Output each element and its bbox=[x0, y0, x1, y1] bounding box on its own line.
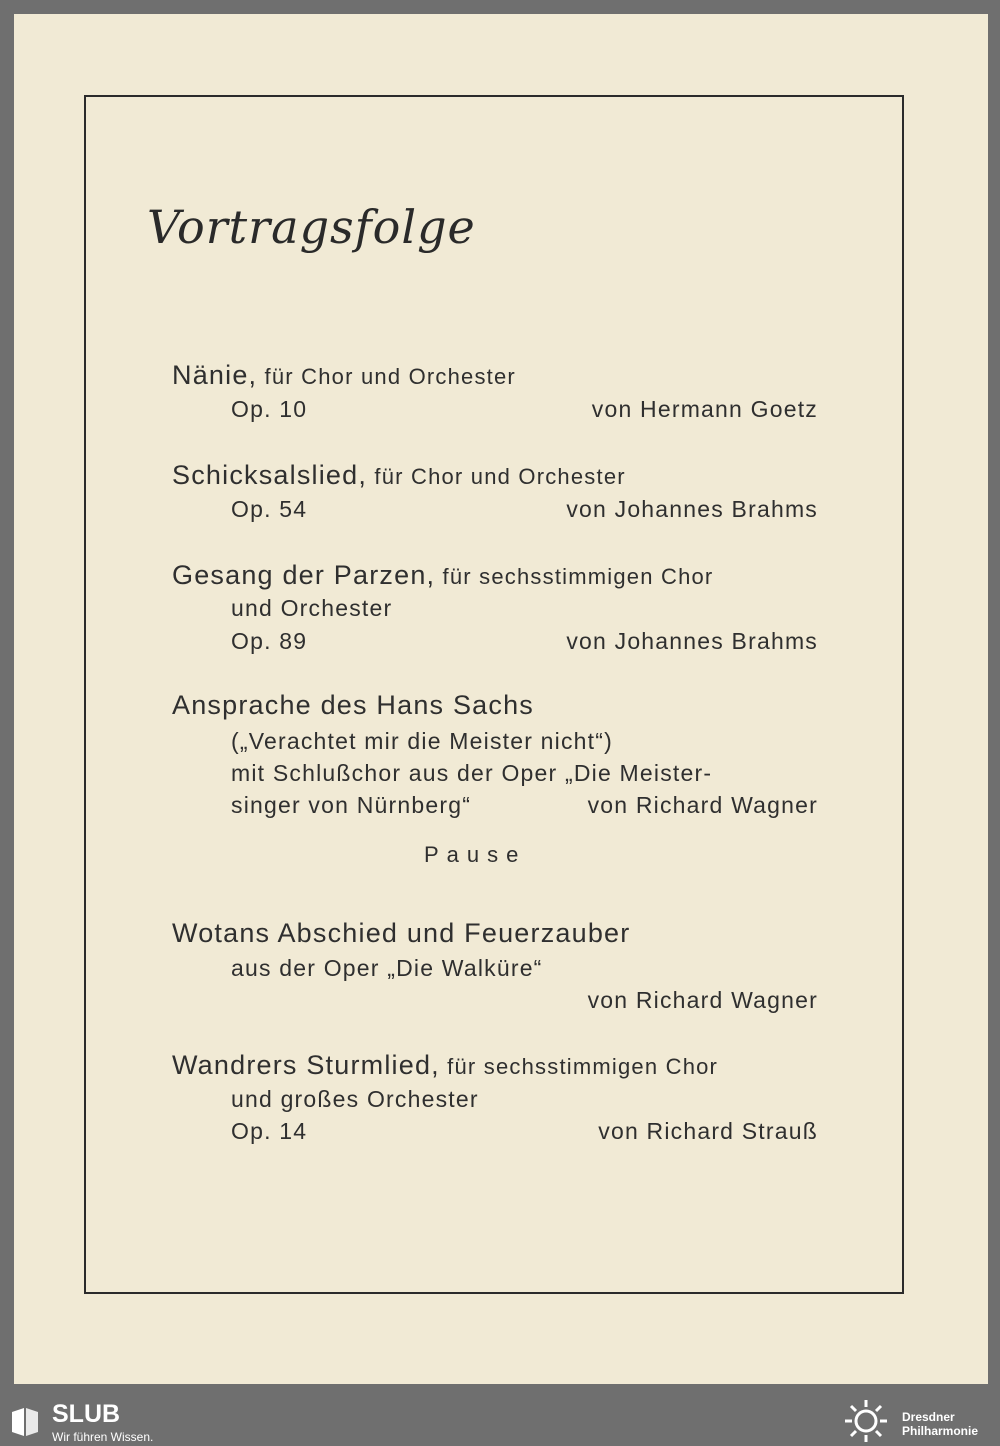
intermission-label: Pause bbox=[424, 842, 527, 867]
partner-name-line2: Philharmonie bbox=[902, 1424, 979, 1438]
piece-line3: singer von Nürnberg“ bbox=[231, 792, 472, 818]
piece-5-line1: aus der Oper „Die Walküre“ bbox=[231, 955, 543, 981]
piece-opus: Op. 54 bbox=[231, 496, 308, 522]
piece-5-title bbox=[172, 918, 630, 949]
piece-composer: von Johannes Brahms bbox=[566, 628, 818, 654]
piece-composer: von Richard Wagner bbox=[587, 987, 818, 1013]
piece-composer: von Richard Strauß bbox=[598, 1118, 818, 1144]
slub-logo-icon bbox=[10, 1406, 40, 1438]
piece-name: Nänie, bbox=[172, 360, 258, 390]
piece-2-detail bbox=[231, 496, 818, 523]
piece-opus: Op. 14 bbox=[231, 1118, 308, 1144]
piece-4-title bbox=[172, 690, 534, 721]
piece-subtitle: für sechsstimmigen Chor bbox=[439, 1054, 719, 1079]
piece-subtitle: für Chor und Orchester bbox=[367, 464, 626, 489]
library-name: SLUB bbox=[52, 1400, 121, 1428]
piece-1-title bbox=[172, 360, 516, 391]
piece-name: Wandrers Sturmlied, bbox=[172, 1050, 440, 1080]
piece-name: Gesang der Parzen, bbox=[172, 560, 436, 590]
page-title: Vortragsfolge bbox=[147, 200, 476, 254]
piece-4-line2: mit Schlußchor aus der Oper „Die Meister- bbox=[231, 760, 713, 786]
piece-6-extra: und großes Orchester bbox=[231, 1086, 479, 1112]
piece-subtitle: für Chor und Orchester bbox=[257, 364, 516, 389]
piece-name: Ansprache des Hans Sachs bbox=[172, 690, 534, 720]
piece-opus: Op. 89 bbox=[231, 628, 308, 654]
piece-3-detail bbox=[231, 628, 818, 655]
library-tagline: Wir führen Wissen. bbox=[52, 1430, 154, 1444]
piece-composer: von Richard Wagner bbox=[587, 792, 818, 818]
piece-3-extra: und Orchester bbox=[231, 595, 393, 621]
piece-4-line1: („Verachtet mir die Meister nicht“) bbox=[231, 728, 613, 754]
footer-bar bbox=[0, 1398, 1000, 1446]
piece-composer: von Johannes Brahms bbox=[566, 496, 818, 522]
philharmonie-logo-icon bbox=[840, 1398, 892, 1444]
piece-subtitle: für sechsstimmigen Chor bbox=[435, 564, 714, 589]
piece-2-title bbox=[172, 460, 626, 491]
piece-name: Wotans Abschied und Feuerzauber bbox=[172, 918, 631, 948]
partner-name-line1: Dresdner bbox=[902, 1410, 955, 1424]
piece-name: Schicksalslied, bbox=[172, 460, 368, 490]
piece-6-detail bbox=[231, 1118, 818, 1145]
piece-composer: von Hermann Goetz bbox=[591, 396, 818, 422]
piece-1-detail bbox=[231, 396, 818, 423]
piece-6-title bbox=[172, 1050, 718, 1081]
piece-opus: Op. 10 bbox=[231, 396, 308, 422]
piece-4-detail bbox=[231, 792, 818, 819]
piece-3-title bbox=[172, 560, 713, 591]
